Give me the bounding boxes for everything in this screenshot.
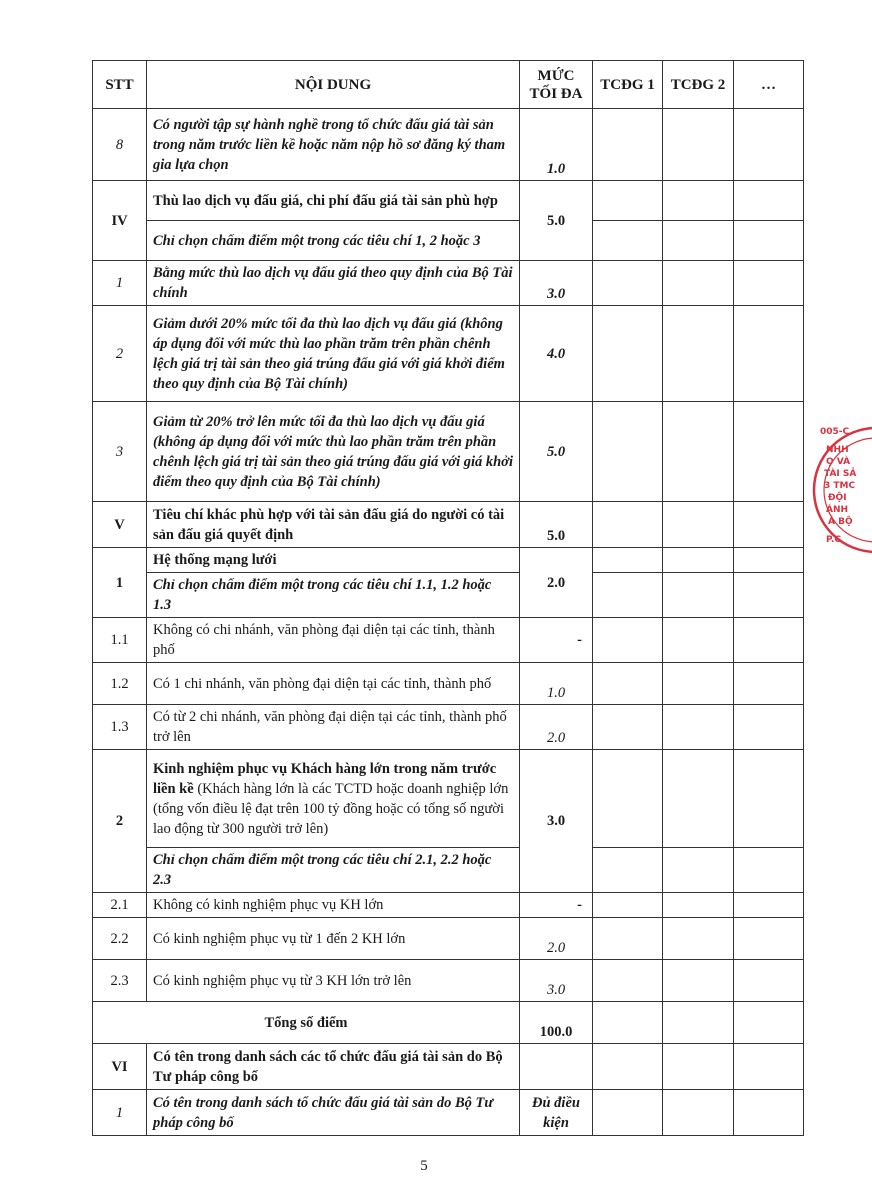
section-note: Chỉ chọn chấm điểm một trong các tiêu chí 1, 2 hoặc 3 xyxy=(147,221,520,261)
row-max: 3.0 xyxy=(520,261,593,306)
score-cell xyxy=(593,750,663,848)
score-cell xyxy=(593,893,663,918)
score-cell xyxy=(593,1090,663,1136)
score-cell xyxy=(663,1002,734,1044)
score-cell xyxy=(734,109,804,181)
row-content: Có từ 2 chi nhánh, văn phòng đại diện tại các tỉnh, thành phố trở lên xyxy=(147,705,520,750)
score-cell xyxy=(593,960,663,1002)
score-cell xyxy=(663,573,734,618)
score-cell xyxy=(663,306,734,402)
score-cell xyxy=(663,502,734,548)
score-cell xyxy=(593,221,663,261)
row-stt: 2.3 xyxy=(93,960,147,1002)
table-row xyxy=(93,918,804,960)
table-row xyxy=(93,618,804,663)
row-max: 2.0 xyxy=(520,705,593,750)
row-content: Giảm dưới 20% mức tối đa thù lao dịch vụ đấu giá (không áp dụng đối với mức thù lao phần trăm trên phần chênh lệch giá trị tài sản theo giá trúng đấu giá với giá khởi điểm theo quy định của Bộ Tài chính) xyxy=(147,306,520,402)
score-cell xyxy=(593,705,663,750)
section-title: Hệ thống mạng lưới xyxy=(147,548,520,573)
svg-text:3 TMC: 3 TMC xyxy=(824,481,856,491)
score-cell xyxy=(663,1090,734,1136)
row-stt: IV xyxy=(93,181,147,261)
row-stt: V xyxy=(93,502,147,548)
row-stt: 8 xyxy=(93,109,147,181)
table-row xyxy=(93,221,804,261)
score-cell xyxy=(663,663,734,705)
total-max: 100.0 xyxy=(520,1002,593,1044)
total-row xyxy=(93,1002,804,1044)
table-row xyxy=(93,502,804,548)
row-content: Có tên trong danh sách các tổ chức đấu giá tài sản do Bộ Tư pháp công bố xyxy=(147,1044,520,1090)
table-row xyxy=(93,306,804,402)
table-row xyxy=(93,960,804,1002)
score-cell xyxy=(734,918,804,960)
header-tcdg2: TCĐG 2 xyxy=(663,61,734,109)
row-max: 2.0 xyxy=(520,548,593,618)
table-row xyxy=(93,750,804,848)
score-cell xyxy=(593,1002,663,1044)
row-content: Có kinh nghiệm phục vụ từ 3 KH lớn trở lên xyxy=(147,960,520,1002)
score-cell xyxy=(663,1044,734,1090)
table-row xyxy=(93,548,804,573)
svg-text:Ọ VÀ: Ọ VÀ xyxy=(826,457,851,467)
row-max xyxy=(520,1044,593,1090)
score-cell xyxy=(593,618,663,663)
score-cell xyxy=(663,181,734,221)
score-cell xyxy=(593,306,663,402)
row-content: Có 1 chi nhánh, văn phòng đại diện tại các tỉnh, thành phố xyxy=(147,663,520,705)
score-cell xyxy=(593,181,663,221)
total-label: Tổng số điểm xyxy=(93,1002,520,1044)
row-content: Không có chi nhánh, văn phòng đại diện tại các tỉnh, thành phố xyxy=(147,618,520,663)
score-cell xyxy=(663,402,734,502)
score-cell xyxy=(593,548,663,573)
table-row xyxy=(93,109,804,181)
score-cell xyxy=(593,663,663,705)
score-cell xyxy=(734,750,804,848)
row-max: 3.0 xyxy=(520,960,593,1002)
header-row xyxy=(93,61,804,109)
seal-stamp xyxy=(812,410,872,570)
row-max: Đủ điều kiện xyxy=(520,1090,593,1136)
score-cell xyxy=(663,918,734,960)
row-max: 3.0 xyxy=(520,750,593,893)
score-cell xyxy=(734,402,804,502)
section-title-bold: Kinh nghiệm phục vụ Khách hàng lớn trong năm trước liền kề xyxy=(153,760,497,797)
score-cell xyxy=(663,893,734,918)
page-number: 5 xyxy=(420,1158,428,1174)
svg-text:P.C: P.C xyxy=(826,535,841,545)
row-stt: 2.2 xyxy=(93,918,147,960)
score-cell xyxy=(593,402,663,502)
svg-text:TÀI SẢ: TÀI SẢ xyxy=(824,469,857,479)
svg-text:005-C: 005-C xyxy=(820,427,850,437)
score-cell xyxy=(663,618,734,663)
table-row xyxy=(93,848,804,893)
scoring-table xyxy=(92,60,804,1136)
score-cell xyxy=(734,1090,804,1136)
score-cell xyxy=(734,1002,804,1044)
row-max: 5.0 xyxy=(520,181,593,261)
score-cell xyxy=(593,261,663,306)
row-content: Bằng mức thù lao dịch vụ đấu giá theo quy định của Bộ Tài chính xyxy=(147,261,520,306)
row-stt: 1 xyxy=(93,1090,147,1136)
row-stt: 1.2 xyxy=(93,663,147,705)
section-note: Chỉ chọn chấm điểm một trong các tiêu chí 1.1, 1.2 hoặc 1.3 xyxy=(147,573,520,618)
score-cell xyxy=(593,1044,663,1090)
svg-text:ĐỘI: ĐỘI xyxy=(828,493,847,503)
row-stt: 1.3 xyxy=(93,705,147,750)
row-stt: 2.1 xyxy=(93,893,147,918)
row-max: 2.0 xyxy=(520,918,593,960)
row-stt: 3 xyxy=(93,402,147,502)
score-cell xyxy=(734,221,804,261)
score-cell xyxy=(663,705,734,750)
row-max: - xyxy=(520,618,593,663)
score-cell xyxy=(734,705,804,750)
section-title xyxy=(147,750,520,848)
score-cell xyxy=(663,848,734,893)
score-cell xyxy=(593,502,663,548)
score-cell xyxy=(734,573,804,618)
table-row xyxy=(93,573,804,618)
score-cell xyxy=(663,221,734,261)
row-max: 5.0 xyxy=(520,402,593,502)
row-max: - xyxy=(520,893,593,918)
header-more: … xyxy=(734,61,804,109)
score-cell xyxy=(734,663,804,705)
score-cell xyxy=(734,502,804,548)
header-tcdg1: TCĐG 1 xyxy=(593,61,663,109)
table-row xyxy=(93,705,804,750)
score-cell xyxy=(593,109,663,181)
score-cell xyxy=(593,918,663,960)
score-cell xyxy=(734,848,804,893)
score-cell xyxy=(663,960,734,1002)
table-row xyxy=(93,1090,804,1136)
header-max: MỨC TỐI ĐA xyxy=(520,61,593,109)
row-max: 1.0 xyxy=(520,109,593,181)
score-cell xyxy=(593,573,663,618)
table-row xyxy=(93,663,804,705)
row-content: Có tên trong danh sách tổ chức đấu giá tài sản do Bộ Tư pháp công bố xyxy=(147,1090,520,1136)
score-cell xyxy=(734,181,804,221)
row-content: Có người tập sự hành nghề trong tổ chức đấu giá tài sản trong năm trước liền kề hoặc năm nộp hồ sơ đăng ký tham gia lựa chọn xyxy=(147,109,520,181)
svg-text:ÁNH: ÁNH xyxy=(826,505,849,515)
section-title: Thù lao dịch vụ đấu giá, chi phí đấu giá tài sản phù hợp xyxy=(147,181,520,221)
row-stt: 2 xyxy=(93,750,147,893)
header-stt: STT xyxy=(93,61,147,109)
row-max: 1.0 xyxy=(520,663,593,705)
row-stt: 1 xyxy=(93,548,147,618)
score-cell xyxy=(734,1044,804,1090)
table-row xyxy=(93,893,804,918)
score-cell xyxy=(734,261,804,306)
score-cell xyxy=(593,848,663,893)
table-row xyxy=(93,402,804,502)
row-stt: 2 xyxy=(93,306,147,402)
table-row xyxy=(93,261,804,306)
section-title-rest: (Khách hàng lớn là các TCTD hoặc doanh nghiệp lớn (tổng vốn điều lệ đạt trên 100 tỷ đồng hoặc có tổng số người lao động từ 300 người trở lên) xyxy=(153,780,509,837)
score-cell xyxy=(734,618,804,663)
row-max: 4.0 xyxy=(520,306,593,402)
score-cell xyxy=(734,960,804,1002)
table-row xyxy=(93,1044,804,1090)
score-cell xyxy=(734,306,804,402)
row-content: Tiêu chí khác phù hợp với tài sản đấu giá do người có tài sản đấu giá quyết định xyxy=(147,502,520,548)
svg-text:NHH: NHH xyxy=(826,445,849,455)
row-content: Giảm từ 20% trở lên mức tối đa thù lao dịch vụ đấu giá (không áp dụng đối với mức thù lao phần trăm trên phần chênh lệch giá trị tài sản theo giá trúng đấu giá với giá khởi điểm theo quy định của Bộ Tài chính) xyxy=(147,402,520,502)
row-stt: VI xyxy=(93,1044,147,1090)
svg-text:Á BỘ: Á BỘ xyxy=(828,517,853,527)
header-content: NỘI DUNG xyxy=(147,61,520,109)
score-cell xyxy=(663,750,734,848)
row-stt: 1 xyxy=(93,261,147,306)
score-cell xyxy=(734,548,804,573)
row-content: Có kinh nghiệm phục vụ từ 1 đến 2 KH lớn xyxy=(147,918,520,960)
row-max: 5.0 xyxy=(520,502,593,548)
row-content: Không có kinh nghiệm phục vụ KH lớn xyxy=(147,893,520,918)
score-cell xyxy=(663,548,734,573)
score-cell xyxy=(734,893,804,918)
score-cell xyxy=(663,261,734,306)
row-stt: 1.1 xyxy=(93,618,147,663)
score-cell xyxy=(663,109,734,181)
table-row xyxy=(93,181,804,221)
section-note: Chỉ chọn chấm điểm một trong các tiêu chí 2.1, 2.2 hoặc 2.3 xyxy=(147,848,520,893)
